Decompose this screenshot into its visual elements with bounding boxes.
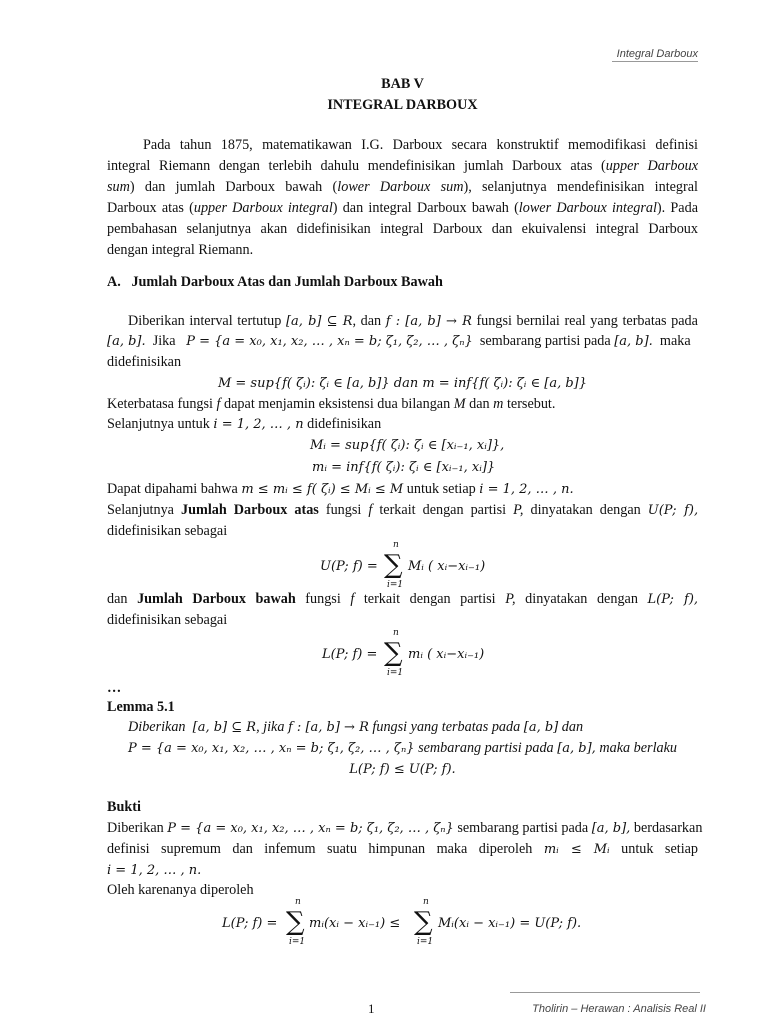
eq-rhs: Mᵢ ( xᵢ−xᵢ₋₁) <box>408 559 486 574</box>
intro-text: ) dan jumlah Darboux bawah ( <box>129 179 338 195</box>
equation-Mi: Mᵢ = sup{f( ζᵢ): ζᵢ ∈ [xᵢ₋₁, xᵢ]}, <box>310 438 505 453</box>
lemma-statement: L(P; f) ≤ U(P; f). <box>349 762 456 777</box>
body-line-4 <box>107 394 698 415</box>
intro-term: upper Darboux <box>605 158 698 174</box>
sigma-symbol: ∑ <box>414 907 433 937</box>
sum-lower-limit: i=1 <box>387 580 404 590</box>
math: [a, b] <box>523 720 559 735</box>
text: dinyatakan dengan <box>525 591 638 607</box>
eq-lhs: L(P; f) = <box>322 647 378 662</box>
text: definisi supremum dan infemum suatu himpunan maka diperoleh <box>107 841 533 857</box>
proof-title: Bukti <box>107 799 141 815</box>
body-line-2 <box>107 331 698 352</box>
section-title: Jumlah Darboux Atas dan Jumlah Darboux Bawah <box>131 274 443 290</box>
intro-line-6: dengan integral Riemann. <box>107 242 254 258</box>
text: tersebut. <box>506 396 556 412</box>
intro-line-2 <box>107 156 698 177</box>
term: Jumlah Darboux atas <box>181 502 319 518</box>
lemma-title: Lemma 5.1 <box>107 699 175 715</box>
math: m <box>493 396 504 412</box>
header-rule <box>612 61 698 62</box>
intro-text: ), selanjutnya mendefinisikan integral <box>463 179 698 195</box>
intro-term: sum <box>107 179 130 195</box>
text: dan <box>107 591 128 607</box>
intro-term: upper Darboux integral <box>193 200 333 216</box>
eq-lhs: L(P; f) = <box>222 916 278 931</box>
intro-line-3 <box>107 177 698 198</box>
partition-expression: P = {a = x₀, x₁, x₂, … , xₙ = b; ζ₁, ζ₂, … , ζₙ} <box>128 741 415 756</box>
math: m ≤ mᵢ ≤ f( ζᵢ) ≤ Mᵢ ≤ M <box>241 482 404 497</box>
page-number: 1 <box>368 1001 375 1016</box>
math: [a, b], <box>557 741 596 756</box>
intro-text: ) dan integral Darboux bawah ( <box>332 200 519 216</box>
text: Jika <box>152 333 176 349</box>
intro-term: lower Darboux integral <box>518 200 657 216</box>
partition-expression: P = {a = x₀, x₁, x₂, … , xₙ = b; ζ₁, ζ₂, … , ζₙ} <box>186 334 473 349</box>
intro-line-5: pembahasan selanjutnya akan didefinisikan integral Darboux dan ekuivalensi integral Darboux <box>107 221 698 237</box>
running-header: Integral Darboux <box>616 48 698 60</box>
intro-line-4 <box>107 198 698 219</box>
text: , jika <box>256 719 285 735</box>
text: fungsi <box>305 591 341 607</box>
term: Jumlah Darboux bawah <box>137 591 296 607</box>
body-line-6 <box>107 479 698 500</box>
math: M <box>453 396 466 412</box>
body-line-8: didefinisikan sebagai <box>107 523 228 539</box>
math: f <box>350 591 355 607</box>
eq-rhs: mᵢ ( xᵢ−xᵢ₋₁) <box>408 647 485 662</box>
text: Selanjutnya <box>107 502 174 518</box>
text: fungsi <box>325 502 362 518</box>
equation-sup-inf: M = sup{f( ζᵢ): ζᵢ ∈ [a, b]} dan m = inf{f( ζᵢ): ζᵢ ∈ [a, b]} <box>217 376 588 391</box>
text: untuk setiap <box>621 841 699 857</box>
math: i = 1, 2, … , n <box>213 417 304 432</box>
math: [a, b]. <box>614 334 653 349</box>
intro-text: Darboux atas ( <box>107 200 194 216</box>
body-line-7 <box>107 500 698 521</box>
proof-line-4: Oleh karenanya diperoleh <box>107 882 254 898</box>
math: U(P; f), <box>647 503 699 518</box>
text: didefinisikan <box>307 416 382 432</box>
text: Diberikan <box>107 820 164 836</box>
math: P, <box>513 502 524 518</box>
sum-lower-limit: i=1 <box>387 668 404 678</box>
proof-line-3: i = 1, 2, … , n. <box>107 863 202 878</box>
sigma-symbol: ∑ <box>384 638 403 668</box>
eq-rhs: Mᵢ(xᵢ − xᵢ₋₁) = U(P; f). <box>438 916 582 931</box>
footer-rule <box>510 992 700 993</box>
text: fungsi yang terbatas pada <box>372 719 521 735</box>
lemma-line-2 <box>128 738 698 759</box>
text: Dapat dipahami bahwa <box>107 481 238 497</box>
body-line-5 <box>107 414 698 435</box>
sum-upper-limit: n <box>393 628 399 638</box>
text: fungsi bernilai real yang terbatas pada <box>476 313 698 329</box>
sigma-symbol: ∑ <box>286 907 305 937</box>
lemma-line-1 <box>128 717 698 738</box>
eq-mid: mᵢ(xᵢ − xᵢ₋₁) ≤ <box>309 916 401 931</box>
text: dan <box>469 396 490 412</box>
intro-text: ). Pada <box>656 200 698 216</box>
text: dan <box>561 719 584 735</box>
math: mᵢ ≤ Mᵢ <box>543 842 610 857</box>
text: sembarang partisi pada <box>479 333 611 349</box>
body-line-1 <box>128 311 698 332</box>
intro-term: lower Darboux sum <box>337 179 464 195</box>
chapter-title: INTEGRAL DARBOUX <box>327 97 478 113</box>
sum-lower-limit: i=1 <box>417 937 434 947</box>
body-line-9 <box>107 589 698 610</box>
sigma-symbol: ∑ <box>384 550 403 580</box>
math: f <box>368 502 373 518</box>
text: Selanjutnya untuk <box>107 416 210 432</box>
chapter-label: BAB V <box>381 76 424 92</box>
text: maka <box>659 333 691 349</box>
math: i = 1, 2, … , n. <box>479 482 574 497</box>
math: P, <box>505 591 516 607</box>
text: Diberikan <box>128 719 186 735</box>
math: [a, b]. <box>107 334 146 349</box>
sum-upper-limit: n <box>295 897 301 907</box>
math: f : [a, b] → R <box>385 314 472 329</box>
partition-expression: P = {a = x₀, x₁, x₂, … , xₙ = b; ζ₁, ζ₂, … , ζₙ} <box>167 821 454 836</box>
section-number: A. <box>107 274 121 290</box>
text: , dan <box>352 313 382 329</box>
math: f <box>216 396 221 412</box>
sum-upper-limit: n <box>393 540 399 550</box>
proof-line-1 <box>107 818 703 839</box>
proof-line-2 <box>107 839 698 860</box>
text: sembarang partisi pada <box>457 820 589 836</box>
text: untuk setiap <box>406 481 476 497</box>
math: f : [a, b] → R <box>287 720 369 735</box>
equation-mi: mᵢ = inf{f( ζᵢ): ζᵢ ∈ [xᵢ₋₁, xᵢ]} <box>312 460 496 475</box>
text: maka berlaku <box>599 740 677 756</box>
body-line-3: didefinisikan <box>107 354 182 370</box>
math: [a, b] ⊆ R <box>192 720 257 735</box>
text: terkait dengan partisi <box>379 502 507 518</box>
body-line-10: didefinisikan sebagai <box>107 612 228 628</box>
text: Keterbatasa fungsi <box>107 396 213 412</box>
sum-lower-limit: i=1 <box>289 937 306 947</box>
text: dapat menjamin eksistensi dua bilangan <box>224 396 451 412</box>
math: [a, b], <box>591 821 631 836</box>
math: [a, b] ⊆ R <box>285 314 353 329</box>
footer-authors: Tholirin – Herawan : Analisis Real II <box>532 1003 706 1015</box>
text: Diberikan interval tertutup <box>128 313 282 329</box>
text: dinyatakan dengan <box>530 502 641 518</box>
sum-upper-limit: n <box>423 897 429 907</box>
math: L(P; f), <box>647 592 699 607</box>
text: terkait dengan partisi <box>363 591 496 607</box>
text: sembarang partisi pada <box>418 740 554 756</box>
text: berdasarkan <box>633 820 703 836</box>
intro-line-1: Pada tahun 1875, matematikawan I.G. Darboux secara konstruktif memodifikasi definisi <box>143 137 698 153</box>
intro-text: integral Riemann dengan terlebih dahulu mendefinisikan jumlah Darboux atas ( <box>107 158 606 174</box>
section-heading <box>107 272 698 293</box>
eq-lhs: U(P; f) = <box>320 559 378 574</box>
ellipsis: … <box>107 680 122 696</box>
